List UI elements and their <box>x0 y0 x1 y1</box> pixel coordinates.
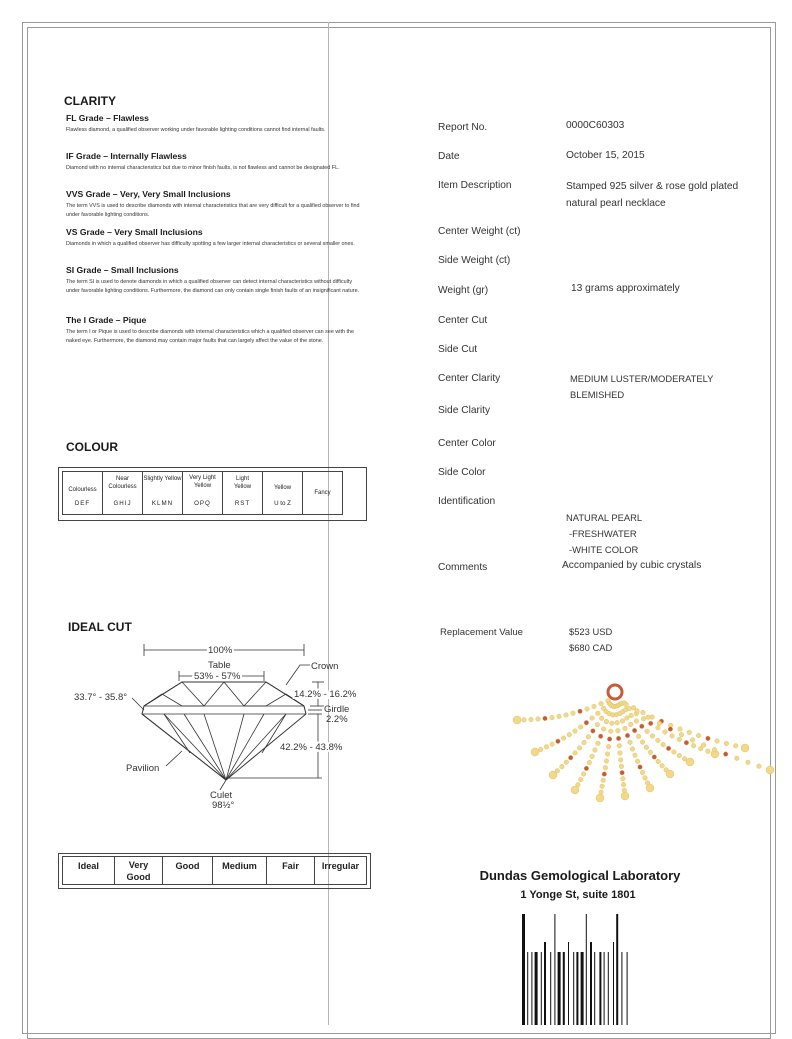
pearl-bead <box>621 782 626 787</box>
pearl-bead <box>670 734 675 739</box>
pearl-bead <box>625 733 630 738</box>
pearl-bead <box>599 716 604 721</box>
pearl-bead <box>661 742 666 747</box>
report-value: MEDIUM LUSTER/MODERATELY BLEMISHED <box>570 373 714 400</box>
pearl-bead <box>632 728 637 733</box>
barcode-bar <box>522 914 525 1025</box>
pearl-bead <box>556 739 561 744</box>
colour-code: DEF <box>74 500 91 507</box>
pearl-bead <box>590 716 595 721</box>
pearl-bead <box>578 709 583 714</box>
pearl-bead <box>596 794 604 802</box>
pearl-bead <box>635 759 640 764</box>
pearl-bead <box>672 750 677 755</box>
barcode-bar <box>541 952 542 1025</box>
label-table-range: 53% - 57% <box>194 671 241 682</box>
pearl-bead <box>635 709 640 714</box>
pearl-bead <box>723 752 728 757</box>
barcode-bar <box>581 952 584 1025</box>
lab-address: 1 Yonge St, suite 1801 <box>520 889 636 901</box>
pearl-bead <box>619 764 624 769</box>
pearl-bead <box>706 736 711 741</box>
barcode-bar <box>563 952 565 1025</box>
colour-cell <box>223 472 263 515</box>
pearl-bead <box>601 727 606 732</box>
barcode <box>520 912 650 1025</box>
pearl-bead <box>706 749 711 754</box>
pearl-bead <box>650 734 655 739</box>
pearl-bead <box>599 790 604 795</box>
report-label: Item Description <box>438 180 512 191</box>
pearl-bead <box>620 719 625 724</box>
clasp-loop <box>608 685 622 699</box>
barcode-bar <box>527 952 528 1025</box>
pearl-bead <box>584 720 589 725</box>
pearl-bead <box>640 740 645 745</box>
colour-name: Near Colourless <box>108 476 137 490</box>
pearl-bead <box>627 706 632 711</box>
colour-cell <box>263 472 303 515</box>
pearl-bead <box>578 777 583 782</box>
pearl-bead <box>618 751 623 756</box>
diamond-diagram <box>60 635 370 820</box>
barcode-bar <box>594 952 595 1025</box>
barcode-bar <box>554 914 555 1025</box>
report-label: Side Weight (ct) <box>438 255 511 266</box>
replacement-value-line: $680 CAD <box>569 642 613 653</box>
barcode-bar <box>621 952 622 1025</box>
pearl-bead <box>513 716 521 724</box>
pearl-bead <box>617 744 622 749</box>
pearl-bead <box>645 729 650 734</box>
pearl-bead <box>677 737 682 742</box>
pearl-bead <box>687 730 692 735</box>
label-girdle: Girdle <box>324 704 350 715</box>
pearl-bead <box>678 727 683 732</box>
pearl-bead <box>668 727 673 732</box>
barcode-bar <box>604 952 605 1025</box>
barcode-bar <box>586 914 587 1025</box>
pearl-bead <box>657 721 662 726</box>
pearl-bead <box>557 714 562 719</box>
label-pavilion: Pavilion <box>126 763 160 774</box>
lab-name: Dundas Gemological Laboratory <box>479 868 681 883</box>
colour-cell <box>183 472 223 515</box>
colour-name: Slightly Yellow <box>143 476 182 482</box>
pearl-bead <box>620 770 625 775</box>
clarity-grade-desc: Diamonds in which a qualified observer has difficulty spotting a few larger internal characteristics or several smaller ones. <box>66 241 355 247</box>
colour-scale-table <box>62 471 343 515</box>
report-label: Comments <box>438 562 488 573</box>
pearl-bead <box>629 713 634 718</box>
pearl-bead <box>666 770 674 778</box>
pearl-bead <box>715 739 720 744</box>
label-girdle-value: 2.2% <box>326 714 348 725</box>
pearl-bead <box>724 741 729 746</box>
cut-grade-cell: Irregular <box>315 857 367 885</box>
pearl-bead <box>604 759 609 764</box>
cut-grade-cell: Ideal <box>63 857 115 885</box>
pearl-bead <box>581 772 586 777</box>
barcode-bar <box>608 952 609 1025</box>
colour-name: Colourless <box>68 487 97 493</box>
label-width: 100% <box>208 645 233 656</box>
pearl-bead <box>592 704 597 709</box>
pearl-bead <box>606 744 611 749</box>
identification-line: -FRESHWATER <box>569 528 637 539</box>
pearl-bead <box>582 740 587 745</box>
pearl-bead <box>646 784 654 792</box>
pearl-bead <box>638 765 643 770</box>
pearl-bead <box>640 770 645 775</box>
replacement-value-line: $523 USD <box>569 626 613 637</box>
report-label: Center Weight (ct) <box>438 226 521 237</box>
colour-code: KLMN <box>151 500 174 507</box>
barcode-bar <box>573 952 574 1025</box>
pearl-bead <box>610 721 615 726</box>
report-label: Weight (gr) <box>438 285 489 296</box>
clarity-grade-title: SI Grade – Small Inclusions <box>66 265 179 275</box>
pearl-bead <box>577 746 582 751</box>
pearl-bead <box>596 711 601 716</box>
pearl-bead <box>712 747 717 752</box>
pearl-bead <box>608 729 613 734</box>
pearl-bead <box>691 743 696 748</box>
colour-cell <box>63 472 103 515</box>
cut-grade-cell: Medium <box>213 857 267 885</box>
colour-name: Fancy <box>314 490 331 496</box>
pearl-bead <box>599 701 604 706</box>
pearl-bead <box>578 725 583 730</box>
report-value: October 15, 2015 <box>566 150 645 161</box>
pearl-bead <box>623 726 628 731</box>
cut-grade-cell: Good <box>163 857 213 885</box>
colour-cell <box>143 472 183 515</box>
label-table: Table <box>208 660 231 671</box>
pearl-bead <box>591 729 596 734</box>
pearl-bead <box>544 745 549 750</box>
report-label: Side Cut <box>438 344 478 355</box>
barcode-bar <box>535 952 538 1025</box>
pearl-bead <box>660 764 665 769</box>
label-culet: Culet <box>210 790 233 801</box>
pearl-bead <box>549 771 557 779</box>
pearl-bead <box>604 719 609 724</box>
pearl-bead <box>636 734 641 739</box>
pearl-bead <box>666 746 671 751</box>
pearl-bead <box>766 766 774 774</box>
pearl-bead <box>616 736 621 741</box>
report-label: Side Color <box>438 467 486 478</box>
report-label: Report No. <box>438 122 488 133</box>
pearl-bead <box>686 758 694 766</box>
report-label: Identification <box>438 496 496 507</box>
pearl-bead <box>646 715 651 720</box>
cut-grade-cell: Fair <box>267 857 315 885</box>
barcode-bar <box>613 942 614 1025</box>
pearl-bead <box>584 766 589 771</box>
pearl-bead <box>571 786 579 794</box>
pearl-bead <box>598 734 603 739</box>
pearl-bead <box>656 726 661 731</box>
cut-grade-cell: Very Good <box>115 857 163 885</box>
necklace-photo <box>505 670 785 830</box>
pearl-bead <box>616 728 621 733</box>
colour-cell <box>103 472 143 515</box>
pearl-bead <box>585 707 590 712</box>
label-crown-angle: 33.7° - 35.8° <box>74 692 128 703</box>
label-pavilion-depth: 42.2% - 43.8% <box>280 742 343 753</box>
pearl-bead <box>733 744 738 749</box>
barcode-bar <box>616 914 618 1025</box>
identification-line: -WHITE COLOR <box>569 544 639 555</box>
pearl-bead <box>560 764 565 769</box>
colour-name: Light Yellow <box>233 476 252 490</box>
pearl-bead <box>621 792 629 800</box>
pearl-bead <box>757 764 762 769</box>
pearl-bead <box>543 716 548 721</box>
pearl-bead <box>573 729 578 734</box>
pearl-bead <box>603 765 608 770</box>
report-label: Center Color <box>438 438 496 449</box>
pearl-bead <box>696 733 701 738</box>
report-value: Accompanied by cubic crystals <box>562 560 702 571</box>
pearl-bead <box>641 716 646 721</box>
label-crown-height: 14.2% - 16.2% <box>294 689 357 700</box>
colour-name: Yellow <box>273 485 292 491</box>
pearl-bead <box>684 740 689 745</box>
barcode-bar <box>558 952 561 1025</box>
colour-name: Very Light Yellow <box>189 475 216 489</box>
pearl-bead <box>640 724 645 729</box>
clarity-grade-desc: The term I or Pique is used to describe diamonds with internal characteristics which a qualified observer can see with the naked eye. Furthermore, the diamond may contain major faults that can largely affect the value of the stone. <box>66 329 354 344</box>
clarity-grade-title: FL Grade – Flawless <box>66 113 149 123</box>
pearl-bead <box>536 717 541 722</box>
colour-heading: COLOUR <box>66 440 118 454</box>
pearl-bead <box>628 722 633 727</box>
pearl-bead <box>625 716 630 721</box>
pearl-bead <box>652 755 657 760</box>
pearl-bead <box>644 745 649 750</box>
colour-code: U to Z <box>274 500 291 507</box>
crown-pointer <box>286 665 310 685</box>
pearl-bead <box>529 717 534 722</box>
pearl-bead <box>746 760 751 765</box>
clarity-grade-title: IF Grade – Internally Flawless <box>66 151 187 161</box>
pearl-bead <box>531 748 539 756</box>
label-crown: Crown <box>311 661 339 672</box>
report-label: Side Clarity <box>438 405 491 416</box>
pearl-bead <box>624 702 629 707</box>
barcode-bar <box>576 952 578 1025</box>
report-label: Date <box>438 151 460 162</box>
pearl-bead <box>564 760 569 765</box>
pearl-bead <box>590 754 595 759</box>
clarity-grade-title: The I Grade – Pique <box>66 315 147 325</box>
pearl-bead <box>605 752 610 757</box>
pearl-bead <box>677 753 682 758</box>
report-label: Center Clarity <box>438 373 501 384</box>
pearl-bead <box>643 776 648 781</box>
pearl-bead <box>735 756 740 761</box>
cut-grade-table <box>62 856 367 885</box>
clarity-grade-desc: Diamond with no internal characteristics but due to minor finish faults, is not flawless and cannot be designated FL. <box>66 165 340 171</box>
pearl-bead <box>561 736 566 741</box>
pearl-bead <box>587 760 592 765</box>
pearl-bead <box>596 741 601 746</box>
colour-code: RST <box>234 500 251 507</box>
pearl-bead <box>593 748 598 753</box>
pearl-bead <box>634 719 639 724</box>
pearl-bead <box>601 778 606 783</box>
pearl-bead <box>656 759 661 764</box>
pearl-bead <box>550 742 555 747</box>
pearl-bead <box>648 750 653 755</box>
pearl-bead <box>618 758 623 763</box>
clarity-grade-desc: The term SI is used to denote diamonds in which a qualified observer can detect internal characteristics without difficulty under favorable lighting conditions. Furthermore, the diamond can only contain single finish faults of an insignificant nature. <box>66 279 360 294</box>
report-label: Center Cut <box>438 315 488 326</box>
pearl-bead <box>600 784 605 789</box>
pearl-bead <box>648 721 653 726</box>
pearl-bead <box>741 744 749 752</box>
pearl-bead <box>633 753 638 758</box>
pearl-bead <box>615 720 620 725</box>
colour-code: OPQ <box>194 500 211 507</box>
colour-code: GHIJ <box>113 500 132 507</box>
pearl-bead <box>522 718 527 723</box>
pearl-bead <box>663 730 668 735</box>
pearl-bead <box>607 737 612 742</box>
barcode-bar <box>599 952 601 1025</box>
pearl-bead <box>679 732 684 737</box>
report-label: Replacement Value <box>440 627 524 638</box>
pearl-bead <box>567 732 572 737</box>
pearl-bead <box>656 738 661 743</box>
clarity-grade-title: VS Grade – Very Small Inclusions <box>66 227 203 237</box>
pearl-bead <box>571 711 576 716</box>
pearl-bead <box>628 740 633 745</box>
barcode-bar <box>627 952 628 1025</box>
pearl-bead <box>550 715 555 720</box>
barcode-bar <box>550 952 551 1025</box>
barcode-bar <box>568 942 569 1025</box>
clarity-heading: CLARITY <box>64 94 116 108</box>
report-value: 13 grams approximately <box>571 283 680 294</box>
barcode-bar <box>544 942 546 1025</box>
pearl-bead <box>602 772 607 777</box>
pearl-bead <box>690 738 695 743</box>
pearl-bead <box>595 722 600 727</box>
pearl-bead <box>641 710 646 715</box>
clarity-grade-desc: The term VVS is used to describe diamonds with internal characteristics that are very difficult for a qualified observer to find under favorable lighting conditions. <box>66 203 360 218</box>
report-value: Stamped 925 silver & rose gold plated natural pearl necklace <box>566 181 739 209</box>
clarity-grade-title: VVS Grade – Very, Very Small Inclusions <box>66 189 231 199</box>
clarity-grade-desc: Flawless diamond, a qualified observer working under favorable lighting conditions cannot find internal faults. <box>66 127 326 133</box>
pearl-bead <box>621 776 626 781</box>
report-value: 0000C60303 <box>566 120 625 131</box>
pearl-bead <box>564 713 569 718</box>
barcode-bar <box>590 942 592 1025</box>
pearl-bead <box>568 755 573 760</box>
ideal-cut-heading: IDEAL CUT <box>68 620 132 634</box>
colour-cell-fancy <box>303 472 343 515</box>
barcode-bar <box>531 952 532 1025</box>
pearl-bead <box>630 747 635 752</box>
pearl-bead <box>573 751 578 756</box>
label-culet-angle: 98½° <box>212 800 235 811</box>
pearl-bead <box>586 735 591 740</box>
pearl-bead <box>701 743 706 748</box>
identification-line: NATURAL PEARL <box>566 512 643 523</box>
